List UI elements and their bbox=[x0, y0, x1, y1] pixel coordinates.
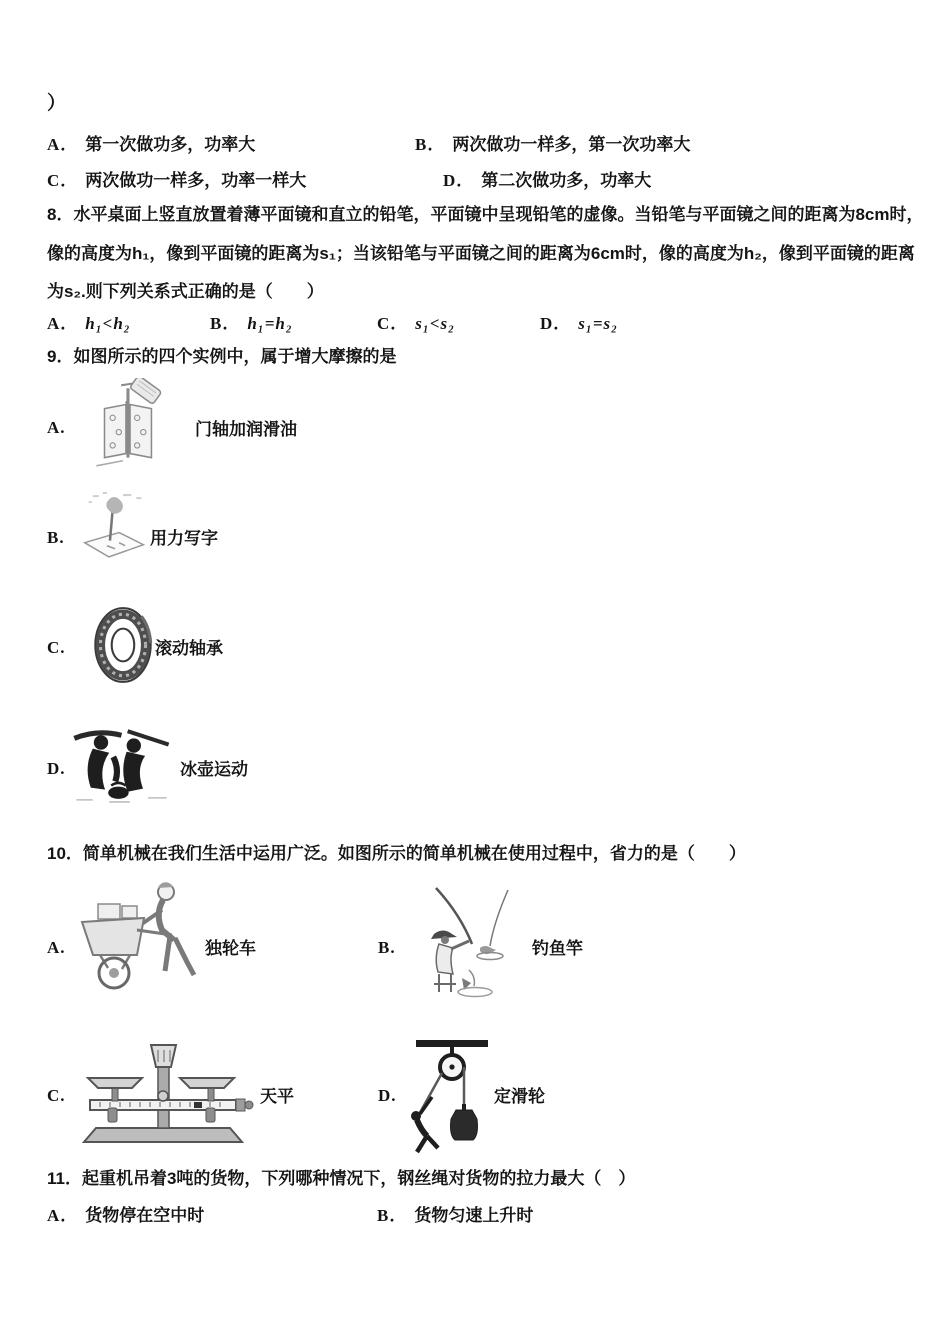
q8-option-c-text: s₁<s₂ bbox=[415, 314, 456, 333]
ball-bearing-icon bbox=[92, 604, 156, 686]
q10-option-c-figure bbox=[68, 1040, 258, 1148]
prev-option-b-text: 两次做功一样多，第一次功率大 bbox=[452, 135, 691, 154]
q10-option-b-caption: 钓鱼竿 bbox=[532, 939, 583, 958]
q11-option-b-label: B． bbox=[377, 1206, 408, 1225]
prev-option-a bbox=[47, 134, 255, 155]
prev-option-a-label: A． bbox=[47, 135, 79, 154]
question-8-line-1: 8．水平桌面上竖直放置着薄平面镜和直立的铅笔，平面镜中呈现铅笔的虚像。当铅笔与平面镜之间的距离为8cm时， bbox=[47, 205, 924, 224]
door-hinge-oil-can-icon bbox=[88, 378, 170, 475]
q9-option-b-caption: 用力写字 bbox=[150, 529, 218, 548]
question-9-stem: 9．如图所示的四个实例中，属于增大摩擦的是 bbox=[47, 347, 397, 366]
wheelbarrow-icon bbox=[70, 878, 210, 992]
q8-option-d-label: D． bbox=[540, 314, 572, 333]
q8-option-b-label: B． bbox=[210, 314, 241, 333]
curling-sport-icon bbox=[68, 722, 176, 804]
prev-option-b bbox=[415, 134, 690, 155]
prev-option-c-label: C． bbox=[47, 171, 79, 190]
q11-option-a-text: 货物停在空中时 bbox=[85, 1206, 205, 1225]
q9-option-b-label: B. bbox=[47, 528, 65, 547]
q9-option-c-figure bbox=[92, 604, 156, 686]
q10-option-c-caption: 天平 bbox=[260, 1087, 294, 1106]
q9-option-a-caption: 门轴加润滑油 bbox=[195, 420, 297, 439]
q11-option-a bbox=[47, 1205, 204, 1226]
question-8-line-3: 为s₂.则下列关系式正确的是（ ） bbox=[47, 282, 324, 301]
q11-option-b-text: 货物匀速上升时 bbox=[414, 1206, 534, 1225]
fixed-pulley-icon bbox=[406, 1034, 498, 1156]
q9-option-a-label: A. bbox=[47, 418, 66, 437]
q10-option-d-figure bbox=[406, 1034, 498, 1156]
q11-option-a-label: A． bbox=[47, 1206, 79, 1225]
q10-option-d-caption: 定滑轮 bbox=[494, 1087, 545, 1106]
q10-option-a-caption: 独轮车 bbox=[205, 939, 256, 958]
q11-option-b bbox=[377, 1205, 533, 1226]
q8-option-a-label: A． bbox=[47, 314, 79, 333]
hand-writing-icon bbox=[78, 490, 150, 566]
prev-option-b-label: B． bbox=[415, 135, 446, 154]
prev-option-c bbox=[47, 170, 306, 191]
prev-option-d-text: 第二次做功多，功率大 bbox=[481, 171, 652, 190]
q8-option-d-text: s₁=s₂ bbox=[578, 314, 619, 333]
q8-option-a-text: h₁<h₂ bbox=[85, 314, 131, 333]
q10-option-b-figure bbox=[412, 886, 530, 1012]
q9-option-c-label: C. bbox=[47, 638, 66, 657]
q8-option-a bbox=[47, 313, 131, 334]
q10-option-a-label: A. bbox=[47, 938, 66, 957]
balance-scale-icon bbox=[68, 1040, 258, 1148]
q8-option-b bbox=[210, 313, 293, 334]
q8-option-c bbox=[377, 313, 455, 334]
q9-option-d-figure bbox=[68, 722, 176, 804]
q8-option-c-label: C． bbox=[377, 314, 409, 333]
question-8-line-2: 像的高度为h₁，像到平面镜的距离为s₁；当该铅笔与平面镜之间的距离为6cm时，像的高度为h₂，像到平面镜的距离 bbox=[47, 244, 915, 263]
prev-option-d bbox=[443, 170, 651, 191]
q8-option-b-text: h₁=h₂ bbox=[247, 314, 293, 333]
fishing-rod-icon bbox=[412, 886, 530, 1012]
q10-option-c-label: C. bbox=[47, 1086, 66, 1105]
q10-option-b-label: B. bbox=[378, 938, 396, 957]
prev-option-a-text: 第一次做功多，功率大 bbox=[85, 135, 256, 154]
q9-option-b-figure bbox=[78, 490, 150, 566]
q9-option-d-label: D. bbox=[47, 759, 66, 778]
q8-option-d bbox=[540, 313, 618, 334]
question-11-stem: 11．起重机吊着3吨的货物，下列哪种情况下，钢丝绳对货物的拉力最大（ ） bbox=[47, 1169, 636, 1188]
q9-option-d-caption: 冰壶运动 bbox=[180, 760, 248, 779]
prev-option-d-label: D． bbox=[443, 171, 475, 190]
prev-option-c-text: 两次做功一样多，功率一样大 bbox=[85, 171, 307, 190]
question-10-stem: 10．简单机械在我们生活中运用广泛。如图所示的简单机械在使用过程中，省力的是（ ） bbox=[47, 844, 746, 863]
prev-question-closing-paren: ） bbox=[47, 93, 67, 114]
q10-option-a-figure bbox=[70, 878, 210, 992]
q9-option-a-figure bbox=[88, 378, 170, 475]
q9-option-c-caption: 滚动轴承 bbox=[155, 639, 223, 658]
q10-option-d-label: D. bbox=[378, 1086, 397, 1105]
